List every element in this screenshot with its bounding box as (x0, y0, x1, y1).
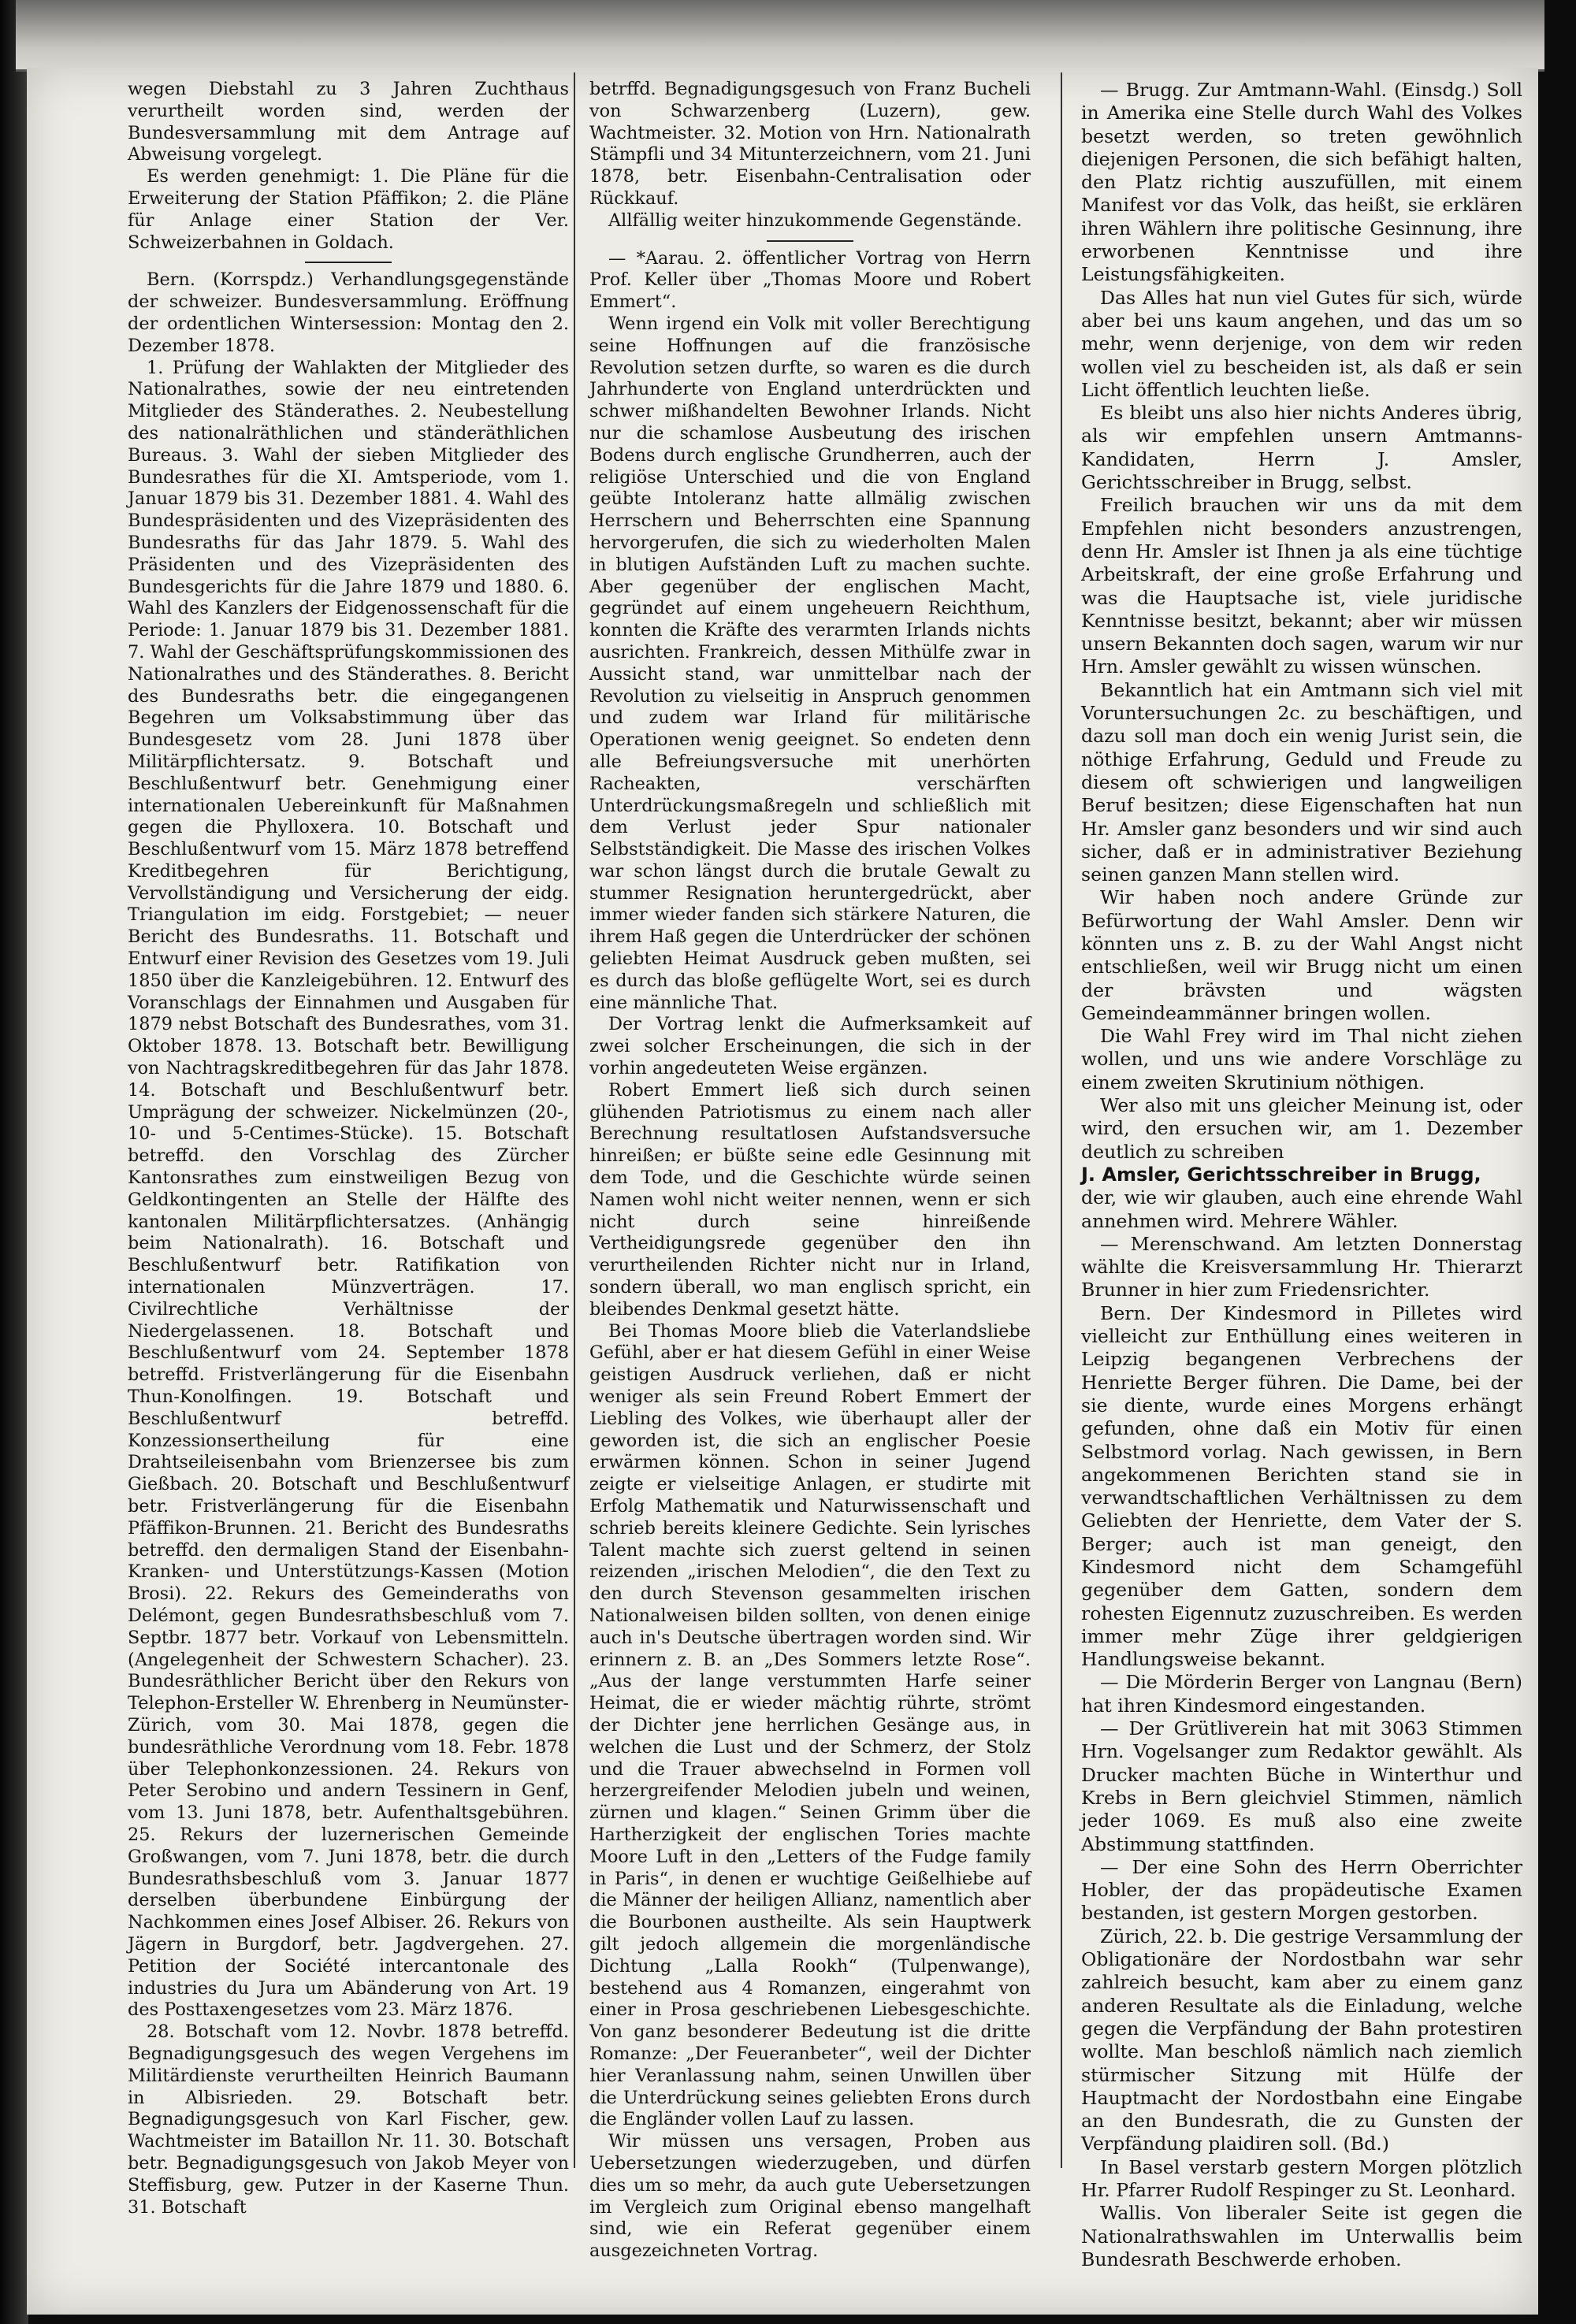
mid-p0: betrffd. Begnadigungsgesuch von Franz Bucheli von Schwarzenberg (Luzern), gew. Wachtmeister. 32. Motion von Hrn. Nationalrath Stämpfli und 34 Mitunterzeichnern, vom 21. Juni 1878, betr. Eisenbahn-Centralisation oder Rückkauf. (589, 79, 1031, 209)
mid-p3: Wenn irgend ein Volk mit voller Berechtigung seine Hoffnungen auf die französische Revolution setzen durfte, so waren es die durch Jahrhunderte von England unterdrückten und schwer mißhandelten Bewohner Irlands. Nicht nur die schamlose Ausbeutung des irischen Bodens durch englische Grundherren, auch der religiöse Unterschied und die von England geübte Intoleranz hatte allmälig zwischen Herrschern und Beherrschten eine Spannung hervorgerufen, die sich zu wiederholten Malen in blutigen Aufständen Luft zu machen suchte. Aber gegenüber der englischen Macht, gegründet auf einem ungeheuern Reichthum, konnten die Kräfte des verarmten Irlands nichts ausrichten. Frankreich, dessen Mithülfe zwar in Aussicht stand, war unmittelbar nach der Revolution zu vielseitig in Anspruch genommen und zudem war Irland für militärische Operationen wenig geeignet. So endeten denn alle Befreiungsversuche mit unerhörten Racheakten, verschärften Unterdrückungsmaßregeln und schließlich mit dem Verlust jeder Spur nationaler Selbstständigkeit. Die Masse des irischen Volkes war schon längst durch die brutale Gewalt zu stummer Resignation heruntergedrückt, aber immer wieder fanden sich stärkere Naturen, die ihrem Haß gegen die Unterdrücker der schönen geliebten Heimat Ausdruck geben mußten, sei es durch das bloße geflügelte Wort, sei es durch eine männliche That. (589, 313, 1031, 1013)
mid-p6: Bei Thomas Moore blieb die Vaterlandsliebe Gefühl, aber er hat diesem Gefühl in einer Weise geistigen Ausdruck verliehen, daß er nicht weniger als sein Freund Robert Emmert der Liebling des Volkes, wie überhaupt aller der geworden ist, die sich an englischer Poesie erwärmen können. Schon in seiner Jugend zeigte er vielseitige Anlagen, er studirte mit Erfolg Mathematik und Naturwissenschaft und schrieb bereits kleinere Gedichte. Sein lyrisches Talent machte sich zuerst geltend in seinen reizenden „irischen Melodien“, die den Text zu den durch Stevenson gesammelten irischen Nationalweisen bilden sollten, von denen einige auch in's Deutsche übertragen worden sind. Wir erinnern z. B. an „Des Sommers letzte Rose“. „Aus der lange verstummten Harfe seiner Heimat, die er wieder mächtig rührte, strömt der Dichter jene herrlichen Gesänge aus, in welchen die Lust und der Schmerz, der Stolz und die Trauer abwechselnd in Formen voll herzergreifender Melodien jubeln und weinen, zürnen und klagen.“ Seinen Grimm über die Hartherzigkeit der englischen Tories machte Moore Luft in den „Letters of the Fudge family in Paris“, in denen er wuchtige Geißelhiebe auf die Männer der heiligen Allianz, namentlich aber die Bourbonen austheilte. Als sein Hauptwerk gilt jedoch allgemein die morgenländische Dichtung „Lalla Rookh“ (Tulpenwange), bestehend aus 4 Romanzen, eingerahmt von einer in Prosa geschriebenen Liebesgeschichte. Von ganz besonderer Bedeutung ist die dritte Romanze: „Der Feueranbeter“, weil der Dichter hier Veranlassung nahm, seinen Unwillen über die Unterdrückung seines geliebten Erons durch die Engländer vollen Lauf zu lassen. (589, 1320, 1031, 2130)
mid-p7: Wir müssen uns versagen, Proben aus Uebersetzungen wiederzugeben, und dürfen dies um so mehr, da auch gute Uebersetzungen im Vergleich zum Original ebenso mangelhaft sind, wie ein Referat gegenüber einem ausgezeichneten Vortrag. (589, 2131, 1031, 2262)
right-p11: — Die Mörderin Berger von Langnau (Bern) hat ihren Kindesmord eingestanden. (1081, 1671, 1522, 1717)
right-p5: Wir haben noch andere Gründe zur Befürwortung der Wahl Amsler. Denn wir könnten uns z. B. zu der Wahl Angst nicht entschließen, weil wir Brugg nicht um einen der brävsten und wägsten Gemeindeammänner bringen wollen. (1081, 886, 1522, 1024)
right-p6: Die Wahl Frey wird im Thal nicht ziehen wollen, und uns wie andere Vorschläge zu einem zweiten Skrutinium nöthigen. (1081, 1025, 1522, 1093)
mid-p1: Allfällig weiter hinzukommende Gegenstände. (608, 210, 1022, 231)
right-p14: Zürich, 22. b. Die gestrige Versammlung der Obligationäre der Nordostbahn war sehr zahlreich besucht, kam aber zu einem ganz anderen Resultate als die Einladung, welche gegen die Verpfändung der Bahn protestiren wollte. Man beschloß nämlich nach ziemlich stürmischer Sitzung mit Hülfe der Hauptmacht der Nordostbahn eine Eingabe an den Bundesrath, die zu Gunsten der Verpfändung plaidiren soll. (Bd.) (1081, 1925, 1522, 2155)
right-p3: Freilich brauchen wir uns da mit dem Empfehlen nicht besonders anzustrengen, denn Hr. Amsler ist Ihnen ja als eine tüchtige Arbeitskraft, der eine große Erfahrung und was die Hauptsache ist, viele juridische Kenntnisse besitzt, bekannt; aber wir müssen unsern Bekannten doch sagen, warum wir nur Hrn. Amsler gewählt zu wissen wünschen. (1081, 494, 1522, 678)
scan-dark-margin (0, 0, 28, 2324)
right-p1: Das Alles hat nun viel Gutes für sich, würde aber bei uns kaum angehen, und das um so mehr, wenn derjenige, von dem wir reden wollen viel zu bescheiden ist, als daß er sein Licht öffentlich leuchten ließe. (1081, 286, 1522, 401)
scan-page-edge (16, 0, 1544, 72)
right-p13: — Der eine Sohn des Herrn Oberrichter Hobler, der das propädeutische Examen bestanden, ist gestern Morgen gestorben. (1081, 1855, 1522, 1925)
right-p10: Bern. Der Kindesmord in Pilletes wird vielleicht zur Enthüllung eines weiteren in Leipzig begangenen Verbrechens der Henriette Berger führen. Die Dame, bei der sie diente, wurde eines Morgens erhängt gefunden, ohne daß ein Motiv für einen Selbstmord vorlag. Nach gewissen, in Bern angekommenen Berichten stand sie in verwandtschaftlichen Verhältnissen zu dem Geliebten der Henriette, dem Vater der S. Berger; auch ist man geneigt, den Kindesmord nicht dem Schamgefühl gegenüber dem Gatten, sondern dem rohesten Eigennutz zuzuschreiben. Es werden immer mehr Züge ihrer geldgierigen Handlungsweise bekannt. (1081, 1301, 1522, 1671)
right-p2: Es bleibt uns also hier nichts Anderes übrig, als wir empfehlen unsern Amtmanns-Kandidaten, Herrn J. Amsler, Gerichtsschreiber in Brugg, selbst. (1081, 402, 1522, 494)
left-p3: 1. Prüfung der Wahlakten der Mitglieder des Nationalrathes, sowie der neu eintretenden Mitglieder des Ständerathes. 2. Neubestellung des nationalräthlichen und ständeräthlichen Bureaus. 3. Wahl der sieben Mitglieder des Bundesrathes für die XI. Amtsperiode, vom 1. Januar 1879 bis 31. Dezember 1881. 4. Wahl des Bundespräsidenten und des Vizepräsidenten des Bundesraths für das Jahr 1879. 5. Wahl des Präsidenten und des Vizepräsidenten des Bundesgerichts für die Jahre 1879 und 1880. 6. Wahl des Kanzlers der Eidgenossenschaft für die Periode: 1. Januar 1879 bis 31. Dezember 1881. 7. Wahl der Geschäftsprüfungskommissionen des Nationalrathes und des Ständerathes. 8. Bericht des Bundesraths betr. die eingegangenen Begehren um Volksabstimmung über das Bundesgesetz vom 28. Juni 1878 über Militärpflichtersatz. 9. Botschaft und Beschlußentwurf betr. Genehmigung einer internationalen Uebereinkunft für Maßnahmen gegen die Phylloxera. 10. Botschaft und Beschlußentwurf vom 15. März 1878 betreffend Kreditbegehren für Berichtigung, Vervollständigung und Versicherung der eidg. Triangulation im eidg. Forstgebiet; — neuer Bericht des Bundesraths. 11. Botschaft und Entwurf einer Revision des Gesetzes vom 19. Juli 1850 über die Kanzleigebühren. 12. Entwurf des Voranschlags der Einnahmen und Ausgaben für 1879 nebst Botschaft des Bundesrathes, vom 31. Oktober 1878. 13. Botschaft betr. Bewilligung von Nachtragskreditbegehren für das Jahr 1878. 14. Botschaft und Beschlußentwurf betr. Umprägung der schweizer. Nickelmünzen (20-, 10- und 5-Centimes-Stücke). 15. Botschaft betreffd. den Vorschlag des Zürcher Kantonsrathes zum einstweiligen Bezug von Geldkontingenten an Stelle der Hälfte des kantonalen Militärpflichtersatzes. (Anhängig beim Nationalrath). 16. Botschaft und Beschlußentwurf betr. Ratifikation von internationalen Münzverträgen. 17. Civilrechtliche Verhältnisse der Niedergelassenen. 18. Botschaft und Beschlußentwurf vom 24. September 1878 betreffd. Fristverlängerung für die Eisenbahn Thun-Konolfingen. 19. Botschaft und Beschlußentwurf betreffd. Konzessionsertheilung für eine Drahtseileisenbahn vom Brienzersee bis zum Gießbach. 20. Botschaft und Beschlußentwurf betr. Fristverlängerung für die Eisenbahn Pfäffikon-Brunnen. 21. Bericht des Bundesraths betreffd. den dermaligen Stand der Eisenbahn-Kranken- und Unterstützungs-Kassen (Motion Brosi). 22. Rekurs des Gemeinderaths von Delémont, gegen Bundesrathsbeschluß vom 7. Septbr. 1877 betr. Vorkauf von Lebensmitteln. (Angelegenheit der Schwestern Schacher). 23. Bundesräthlicher Bericht über den Rekurs von Telephon-Ersteller W. Ehrenberg in Neumünster-Zürich, vom 30. Mai 1878, gegen die bundesräthliche Verordnung vom 18. Febr. 1878 über Telephonkonzessionen. 24. Rekurs von Peter Serobino und andern Tessinern in Genf, vom 13. Juni 1878, betr. Aufenthaltsgebühren. 25. Rekurs der luzernerischen Gemeinde Großwangen, vom 7. Juni 1878, betr. die durch Bundesrathsbeschluß vom 3. Januar 1877 derselben überbundene Einbürgung der Nachkommen eines Josef Albiser. 26. Rekurs von Jägern in Burgdorf, betr. Jagdvergehen. 27. Petition der Société intercantonale des industries du Jura um Abänderung von Art. 19 des Posttaxengesetzes vom 23. März 1876. (128, 357, 569, 2021)
right-p15: In Basel verstarb gestern Morgen plötzlich Hr. Pfarrer Rudolf Respinger zu St. Leonhard. (1081, 2155, 1522, 2202)
right-p0: — Brugg. Zur Amtmann-Wahl. (Einsdg.) Soll in Amerika eine Stelle durch Wahl des Volkes besetzt werden, so treten gewöhnlich diejenigen Personen, die sich befähigt halten, den Platz richtig auszufüllen, mit einem Manifest vor das Volk, das heißt, sie erklären ihren Wählern ihre politische Gesinnung, ihre erworbenen Kenntnisse und ihre Leistungsfähigkeiten. (1081, 79, 1522, 286)
mid-p2: — *Aarau. 2. öffentlicher Vortrag von Herrn Prof. Keller über „Thomas Moore und Robert Emmert“. (589, 247, 1031, 313)
right-p7: Wer also mit uns gleicher Meinung ist, oder wird, den ersuchen wir, am 1. Dezember deutlich zu schreiben (1081, 1094, 1522, 1163)
mid-p4: Der Vortrag lenkt die Aufmerksamkeit auf zwei solcher Erscheinungen, die sich in der vorhin angedeuteten Weise ergänzen. (589, 1014, 1031, 1079)
left-column (128, 79, 569, 2218)
column-divider-right (1061, 72, 1062, 2168)
column-divider-left (574, 72, 575, 2168)
left-p0: wegen Diebstahl zu 3 Jahren Zuchthaus verurtheilt worden sind, werden der Bundesversammlung mit dem Antrage auf Abweisung vorgelegt. (128, 79, 569, 165)
right-p16: Wallis. Von liberaler Seite ist gegen die Nationalrathswahlen im Unterwallis beim Bundesrath Beschwerde erhoben. (1081, 2202, 1522, 2270)
left-p2: Bern. (Korrspdz.) Verhandlungsgegenstände der schweizer. Bundesversammlung. Eröffnung der ordentlichen Wintersession: Montag den 2. Dezember 1878. (128, 269, 569, 356)
section-rule (305, 262, 392, 263)
left-p4: 28. Botschaft vom 12. Novbr. 1878 betreffd. Begnadigungsgesuch des wegen Vergehens im Militärdienste verurtheilten Heinrich Baumann in Albisrieden. 29. Botschaft betr. Begnadigungsgesuch von Karl Fischer, gew. Wachtmeister im Bataillon Nr. 11. 30. Botschaft betr. Begnadigungsgesuch von Jakob Meyer von Steffisburg, gew. Putzer in der Kaserne Thun. 31. Botschaft (128, 2021, 569, 2218)
section-rule (767, 240, 853, 242)
right-p9: — Merenschwand. Am letzten Donnerstag wählte die Kreisversammlung Hr. Thierarzt Brunner in hier zum Friedensrichter. (1081, 1232, 1522, 1301)
middle-column (589, 79, 1031, 2263)
candidate-name: J. Amsler, Gerichtsschreiber in Brugg, (1081, 1163, 1481, 1186)
right-p12: — Der Grütliverein hat mit 3063 Stimmen Hrn. Vogelsanger zum Redaktor gewählt. Als Drucker machten Büche in Winterthur und Krebs in Bern gleichviel Stimmen, nämlich jeder 1069. Es muß also eine zweite Abstimmung stattfinden. (1081, 1717, 1522, 1855)
mid-p5: Robert Emmert ließ sich durch seinen glühenden Patriotismus zu einem nach aller Berechnung resultatlosen Aufstandsversuche hinreißen; er büßte seine edle Gesinnung mit dem Tode, und die Geschichte würde seinen Namen wohl nicht weiter nennen, wenn er sich nicht durch seine hinreißende Vertheidigungsrede gegenüber den ihn verurtheilenden Richter nicht nur in Irland, sondern überall, wo man englisch spricht, ein bleibendes Denkmal gesetzt hätte. (589, 1079, 1031, 1320)
right-column (1081, 79, 1522, 2271)
right-p4: Bekanntlich hat ein Amtmann sich viel mit Voruntersuchungen 2c. zu beschäftigen, und dazu soll man doch ein wenig Jurist sein, die nöthige Erfahrung, Geduld und Freude zu diesem oft schwierigen und langweiligen Beruf besitzen; diese Eigenschaften hat nun Hr. Amsler ganz besonders und wir sind auch sicher, daß er in administrativer Beziehung seinen ganzen Mann stellen wird. (1081, 678, 1522, 886)
right-p8: der, wie wir glauben, auch eine ehrende Wahl annehmen wird. Mehrere Wähler. (1081, 1186, 1522, 1232)
left-p1: Es werden genehmigt: 1. Die Pläne für die Erweiterung der Station Pfäffikon; 2. die Pläne für Anlage einer Station der Ver. Schweizerbahnen in Goldach. (128, 166, 569, 253)
